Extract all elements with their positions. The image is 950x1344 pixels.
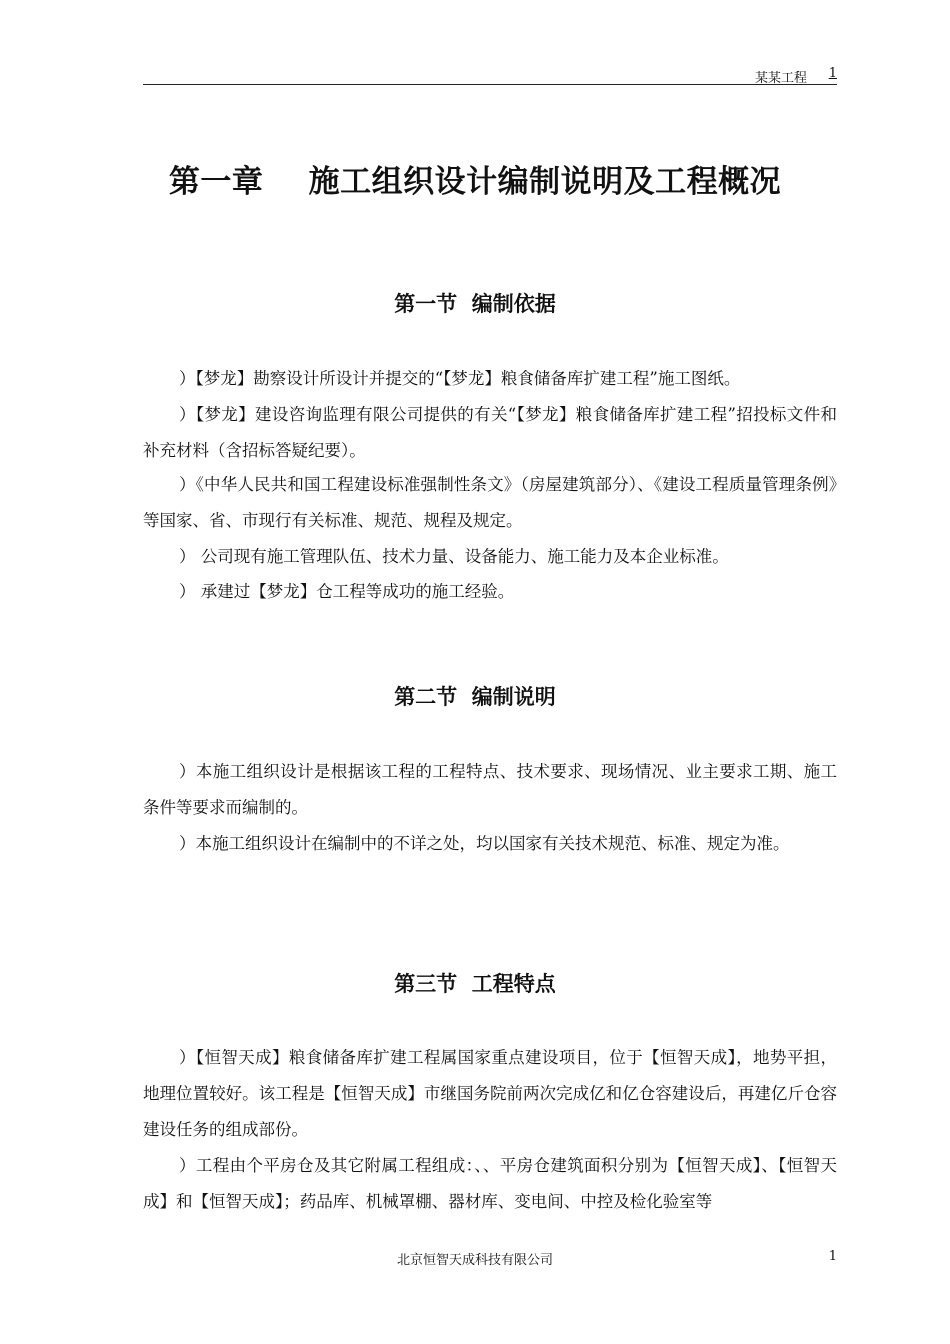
paragraph: ）《中华人民共和国工程建设标准强制性条文》（房屋建筑部分）、《建设工程质量管理条例》等国家、省、市现行有关标准、规范、规程及规定。 [143, 475, 837, 530]
section-title-notes: 第二节 编制说明 [394, 685, 556, 709]
paragraph: ）【梦龙】勘察设计所设计并提交的“【梦龙】粮食储备库扩建工程”施工图纸。 [179, 369, 741, 388]
paragraph: ） 承建过【梦龙】仓工程等成功的施工经验。 [179, 582, 515, 601]
paragraph: ） 公司现有施工管理队伍、技术力量、设备能力、施工能力及本企业标准。 [179, 547, 729, 566]
paragraph: ）本施工组织设计是根据该工程的工程特点、技术要求、现场情况、业主要求工期、施工条件等要求而编制的。 [143, 762, 837, 817]
section-title-features: 第三节 工程特点 [394, 972, 556, 996]
header-title: 某某工程 [754, 71, 807, 86]
footer-page-number: 1 [828, 1249, 837, 1264]
page-header [143, 66, 837, 85]
chapter-title: 第一章 施工组织设计编制说明及工程概况 [168, 164, 782, 200]
paragraph: ）工程由个平房仓及其它附属工程组成：、、平房仓建筑面积分别为【恒智天成】、【恒智天成】和【恒智天成】；药品库、机械罩棚、器材库、变电间、中控及检化验室等 [143, 1156, 837, 1211]
section-title-basis: 第一节 编制依据 [394, 292, 556, 316]
footer-company: 北京恒智天成科技有限公司 [396, 1253, 553, 1268]
paragraph: ）【梦龙】建设咨询监理有限公司提供的有关“【梦龙】粮食储备库扩建工程”招投标文件和补充材料（含招标答疑纪要）。 [143, 405, 837, 460]
header-page-number: 1 [828, 66, 837, 81]
paragraph: ）本施工组织设计在编制中的不详之处，均以国家有关技术规范、标准、规定为准。 [179, 834, 790, 853]
paragraph: ）【恒智天成】粮食储备库扩建工程属国家重点建设项目，位于【恒智天成】，地势平担，地理位置较好。该工程是【恒智天成】市继国务院前两次完成亿和亿仓容建设后，再建亿斤仓容建设任务的组成部份。 [143, 1048, 837, 1139]
